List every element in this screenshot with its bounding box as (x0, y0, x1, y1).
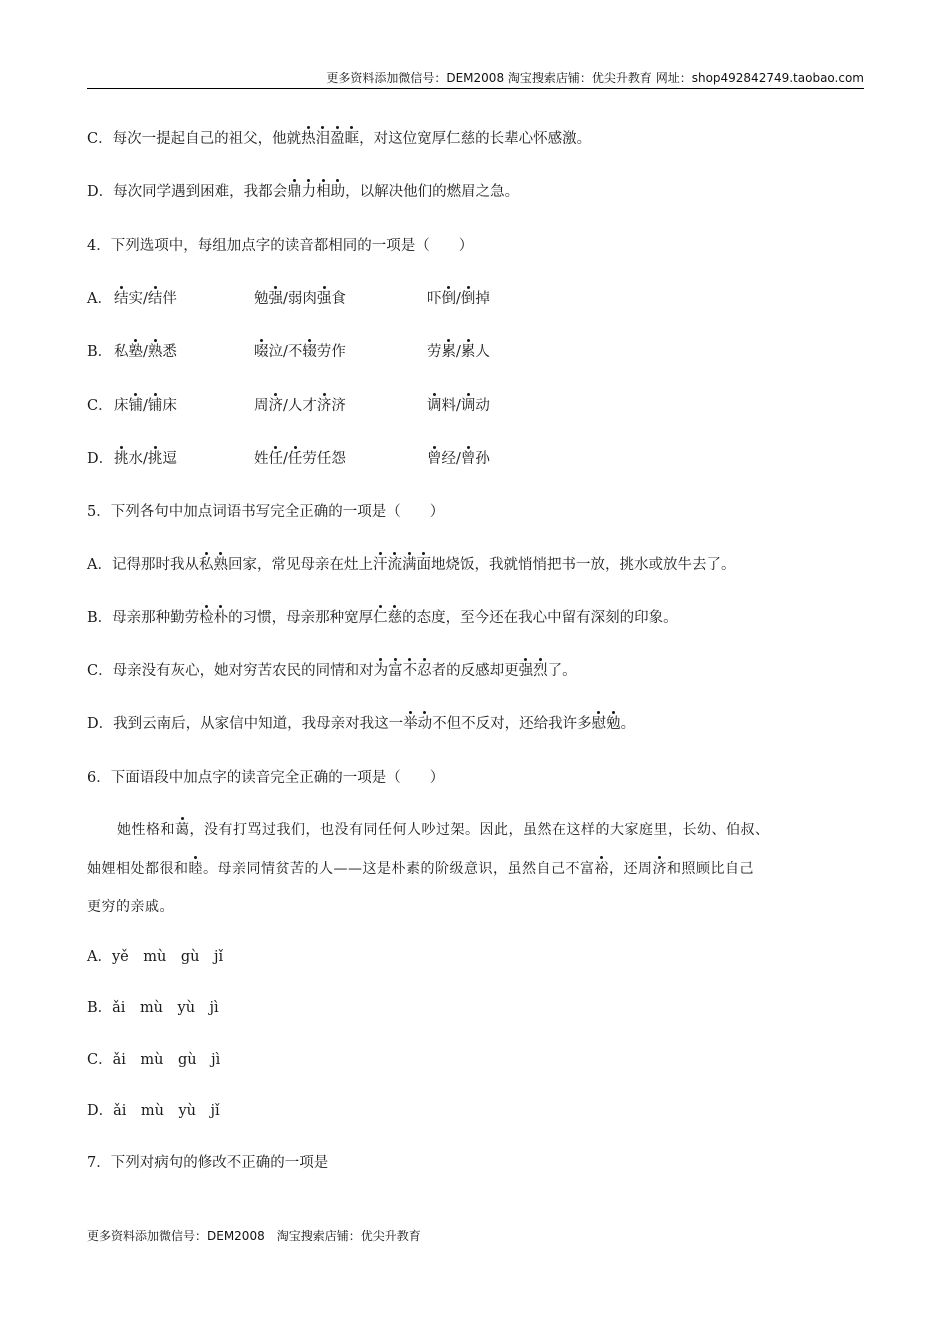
q4-option-d: D． 挑水/挑逗 姓任/任劳任怨 曾经/曾孙 (87, 451, 490, 467)
q6-passage-line-3: 更穷的亲戚。 (87, 899, 174, 915)
q5-option-a: A．记得那时我从私熟回家，常见母亲在灶上汗流满面地烧饭，我就悄悄把书一放，挑水或放牛去了。 (87, 557, 736, 573)
q4-a-group-3: 吓倒/倒掉 (427, 291, 490, 307)
q4-d-group-1: 挑水/挑逗 (114, 451, 177, 467)
q4-c-group-1: 床铺/铺床 (114, 398, 177, 414)
q5-stem: 5．下列各句中加点词语书写完全正确的一项是（ ） (87, 504, 445, 520)
q6-stem: 6．下面语段中加点字的读音完全正确的一项是（ ） (87, 770, 445, 786)
q3-option-d: D．每次同学遇到困难，我都会鼎力相助，以解决他们的燃眉之急。 (87, 184, 520, 200)
page-header (87, 70, 864, 89)
page-footer (87, 1228, 421, 1244)
q4-stem: 4．下列选项中，每组加点字的读音都相同的一项是（ ） (87, 238, 474, 254)
q5-option-b: B．母亲那种勤劳检朴的习惯，母亲那种宽厚仁慈的态度，至今还在我心中留有深刻的印象。 (87, 610, 678, 626)
q4-c-group-2: 周济/人才济济 (254, 398, 346, 414)
q6-passage-line-2: 妯娌相处都很和睦。母亲同情贫苦的人——这是朴素的阶级意识，虽然自己不富裕，还周济和照顾比自己 (87, 861, 754, 877)
q6-passage-line-1: 她性格和蔼，没有打骂过我们，也没有同任何人吵过架。因此，虽然在这样的大家庭里，长幼、伯叔、 (117, 822, 770, 838)
q6-option-d: D．ǎi mù yù jǐ (87, 1103, 220, 1119)
footer-text: 更多资料添加微信号：DEM2008 淘宝搜索店铺：优尖升教育 (87, 1229, 421, 1243)
q5-option-d: D．我到云南后，从家信中知道，我母亲对我这一举动不但不反对，还给我许多慰勉。 (87, 716, 636, 732)
q6-option-c: C．ǎi mù gù jì (87, 1052, 221, 1068)
q4-option-a: A． 结实/结伴 勉强/弱肉强食 吓倒/倒掉 (87, 291, 490, 307)
q5-option-c: C．母亲没有灰心，她对穷苦农民的同情和对为富不忍者的反感却更强烈了。 (87, 663, 577, 679)
q4-option-c: C． 床铺/铺床 周济/人才济济 调料/调动 (87, 398, 490, 414)
header-text: 更多资料添加微信号：DEM2008 淘宝搜索店铺：优尖升教育 网址：shop492842749.taobao.com (326, 71, 864, 85)
q7-stem: 7．下列对病句的修改不正确的一项是 (87, 1155, 329, 1171)
q4-option-b: B． 私塾/熟悉 啜泣/不辍劳作 劳累/累人 (87, 344, 490, 360)
q4-a-group-1: 结实/结伴 (114, 291, 177, 307)
q4-b-group-3: 劳累/累人 (427, 344, 490, 360)
q4-b-group-1: 私塾/熟悉 (114, 344, 177, 360)
q6-option-b: B．ǎi mù yù jì (87, 1000, 219, 1016)
q4-a-group-2: 勉强/弱肉强食 (254, 291, 346, 307)
q3-option-c: C．每次一提起自己的祖父，他就热泪盈眶，对这位宽厚仁慈的长辈心怀感激。 (87, 131, 592, 147)
q4-c-group-3: 调料/调动 (427, 398, 490, 414)
q4-d-group-2: 姓任/任劳任怨 (254, 451, 346, 467)
q4-d-group-3: 曾经/曾孙 (427, 451, 490, 467)
q4-b-group-2: 啜泣/不辍劳作 (254, 344, 346, 360)
q6-option-a: A．yě mù gù jǐ (87, 949, 224, 965)
